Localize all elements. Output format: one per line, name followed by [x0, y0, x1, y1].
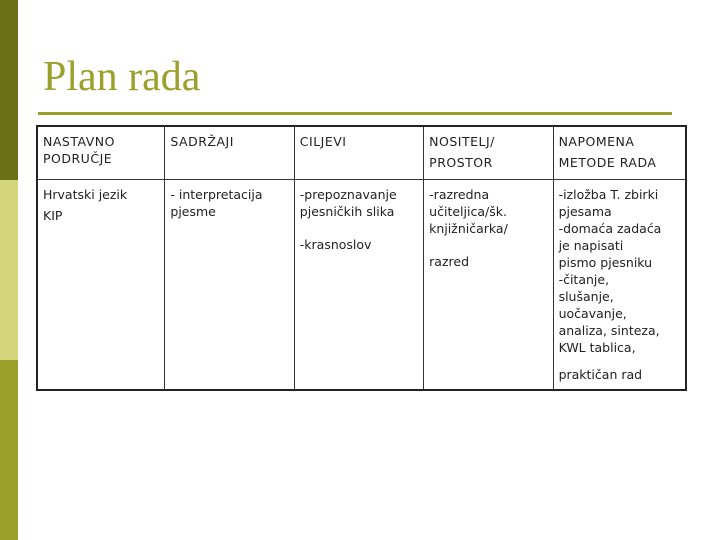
side-bar-dark: [0, 0, 18, 180]
cell-napomena: -izložba T. zbirki pjesama -domaća zadaća je napisati pismo pjesniku -čitanje, slušanje, uočavanje, analiza, sinteza, KWL tablica, praktičan rad: [553, 180, 686, 391]
header-napomena-metode: NAPOMENA METODE RADA: [553, 126, 686, 180]
slide-title: Plan rada: [43, 54, 201, 100]
plan-table: [36, 125, 687, 391]
table-row: [37, 180, 686, 391]
side-bar-olive: [0, 360, 18, 540]
cell-nositelj: -razredna učiteljica/šk. knjižničarka/ razred: [424, 180, 553, 391]
cell-sadrzaji: - interpretacija pjesme: [165, 180, 294, 391]
cell-podrucje: Hrvatski jezik KIP: [37, 180, 165, 391]
table-header-row: [37, 126, 686, 180]
header-sadrzaji: SADRŽAJI: [165, 126, 294, 180]
header-nositelj-prostor: NOSITELJ/ PROSTOR: [424, 126, 553, 180]
header-nastavno-podrucje: NASTAVNO PODRUČJE: [37, 126, 165, 180]
header-ciljevi: CILJEVI: [294, 126, 423, 180]
title-underline: [38, 112, 672, 115]
side-bar-light: [0, 180, 18, 360]
cell-ciljevi: -prepoznavanje pjesničkih slika -krasnoslov: [294, 180, 423, 391]
